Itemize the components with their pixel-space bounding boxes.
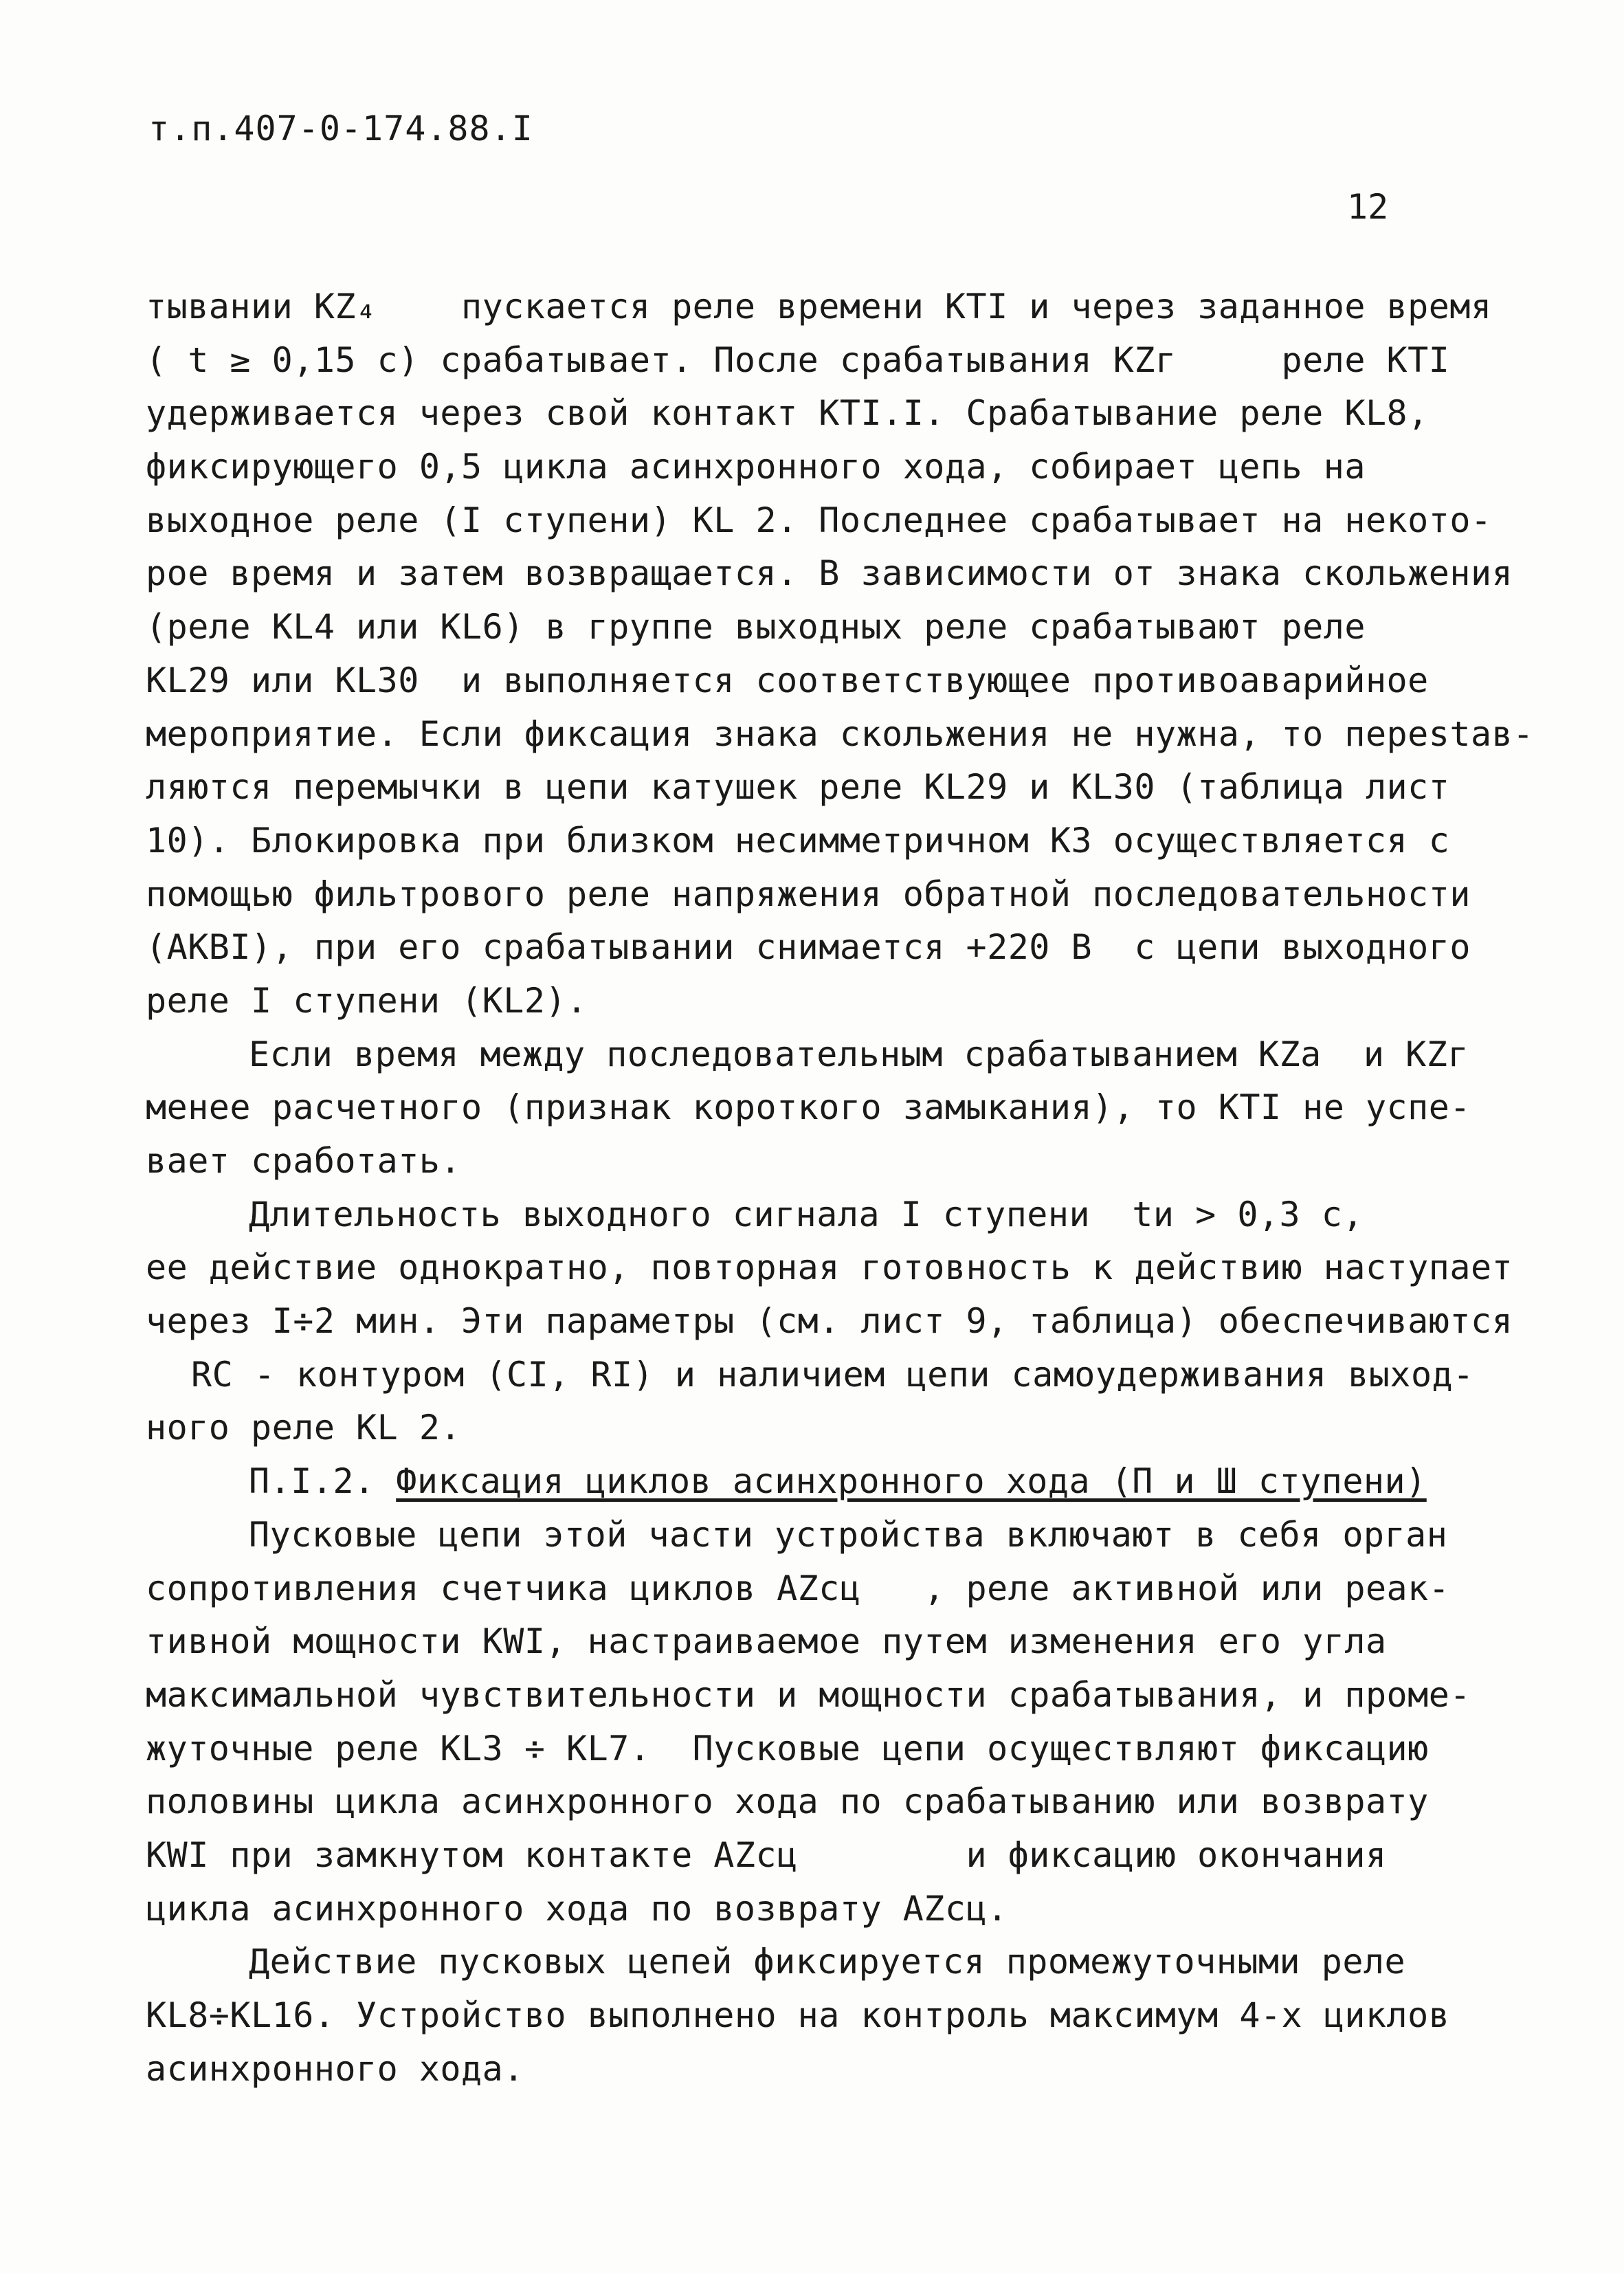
text-line: тивной мощности КWI, настраиваемое путем изменения его угла [146, 1621, 1387, 1662]
text-line: 10). Блокировка при близком несимметричном КЗ осуществляется с [146, 820, 1450, 861]
text-line: ее действие однократно, повторная готовность к действию наступает [146, 1248, 1513, 1288]
text-line: реле I ступени (КL2). [146, 980, 588, 1021]
paragraph-start-line: Длительность выходного сигнала I ступени tи > 0,3 с, [249, 1194, 1364, 1234]
body-text [146, 280, 1534, 2096]
text-line: фиксирующего 0,5 цикла асинхронного хода, собирает цепь на [146, 447, 1366, 487]
text-line: менее расчетного (признак короткого замыкания), то КТI не успе- [146, 1087, 1471, 1128]
text-line: цикла асинхронного хода по возврату AZсц. [146, 1888, 1008, 1929]
section-number: П.I.2. [249, 1461, 397, 1502]
text-line: КWI при замкнутом контакте AZсц и фиксацию окончания [146, 1834, 1387, 1875]
text-line: RC - контуром (CI, RI) и наличием цепи самоудерживания выход- [191, 1354, 1474, 1395]
paragraph-start-line: Если время между последовательным срабатыванием KZа и KZг [249, 1034, 1469, 1074]
text-line: мероприятие. Если фиксация знака скольжения не нужна, то переstав- [146, 713, 1534, 754]
text-line: жуточные реле КL3 ÷ КL7. Пусковые цепи осуществляют фиксацию [146, 1728, 1429, 1768]
text-line: рое время и затем возвращается. В зависимости от знака скольжения [146, 553, 1513, 594]
paragraph-start-line: Действие пусковых цепей фиксируется промежуточными реле [249, 1942, 1406, 1982]
document-code: т.п.407-0-174.88.I [148, 109, 533, 148]
section-heading-line [146, 1455, 1520, 1509]
section-heading: Фиксация циклов асинхронного хода (П и Ш ступени) [396, 1461, 1427, 1502]
text-line: асинхронного хода. [146, 2048, 524, 2089]
text-line: максимальной чувствительности и мощности срабатывания, и проме- [146, 1674, 1471, 1715]
text-line: (реле КL4 или КL6) в группе выходных реле срабатывают реле [146, 607, 1366, 647]
text-line: ( t ≥ 0,15 с) срабатывает. После срабатывания KZг реле КТI [146, 340, 1450, 380]
text-line: выходное реле (I ступени) КL 2. Последнее срабатывает на некото- [146, 500, 1492, 540]
page-number: 12 [1347, 187, 1389, 227]
text-line: помощью фильтрового реле напряжения обратной последовательности [146, 874, 1471, 914]
text-line: ного реле КL 2. [146, 1408, 462, 1448]
text-line: половины цикла асинхронного хода по срабатыванию или возврату [146, 1782, 1429, 1822]
text-line: КL29 или КL30 и выполняется соответствующее противоаварийное [146, 660, 1429, 700]
text-line: ляются перемычки в цепи катушек реле КL29 и КL30 (таблица лист [146, 767, 1450, 808]
text-line: удерживается через свой контакт КТI.I. Срабатывание реле КL8, [146, 393, 1429, 434]
paragraph-start-line: Пусковые цепи этой части устройства включают в себя орган [249, 1514, 1448, 1555]
text-line: вает сработать. [146, 1141, 462, 1181]
text-line: (АКВI), при его срабатывании снимается +220 В с цепи выходного [146, 927, 1471, 968]
text-line: через I÷2 мин. Эти параметры (см. лист 9, таблица) обеспечиваются [146, 1301, 1513, 1342]
text-line: тывании KZ₄ пускается реле времени КТI и через заданное время [146, 287, 1492, 326]
text-line: сопротивления счетчика циклов AZсц , реле активной или реак- [146, 1568, 1450, 1608]
text-line: КL8÷КL16. Устройство выполнено на контроль максимум 4-х циклов [146, 1995, 1450, 2035]
